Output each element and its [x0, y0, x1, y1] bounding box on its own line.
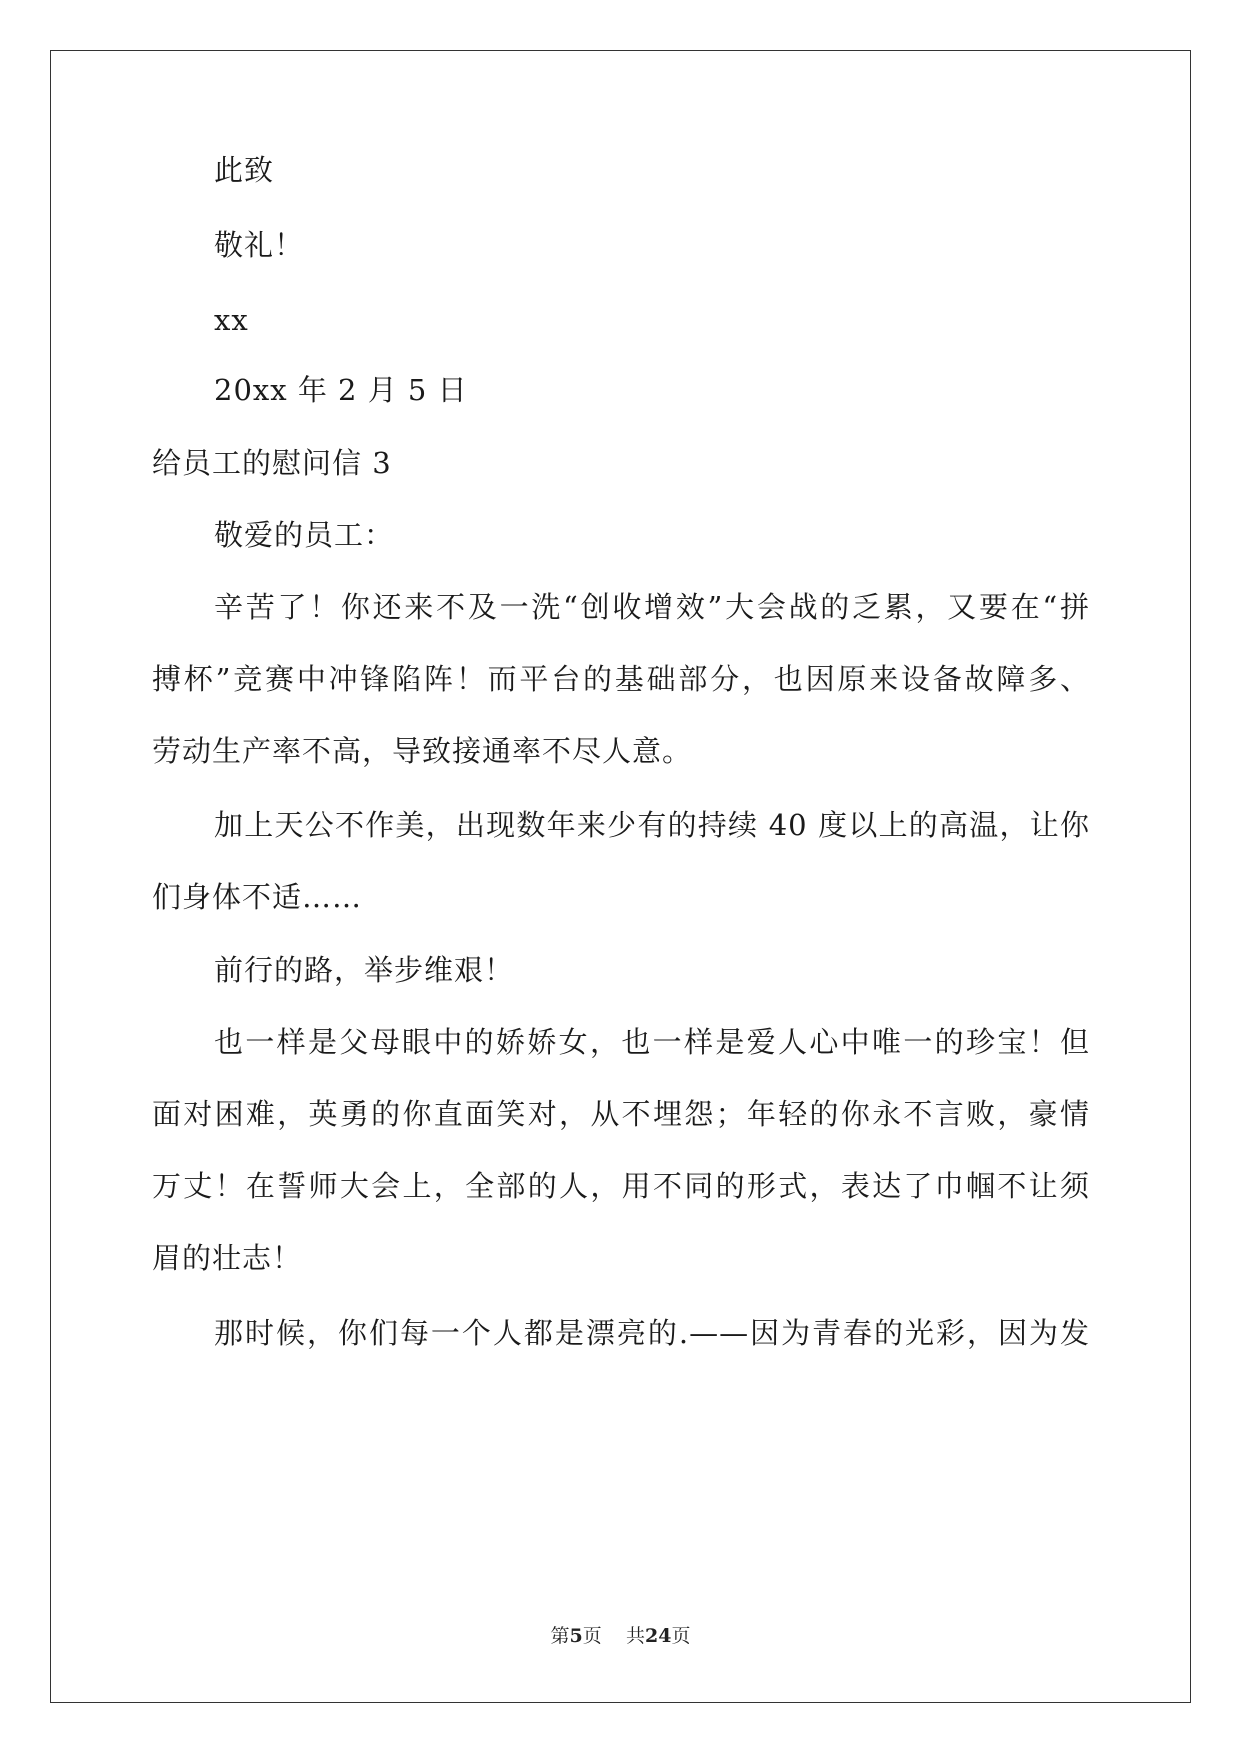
paragraph-line: 劳动生产率不高，导致接通率不尽人意。	[152, 734, 693, 768]
footer-page-suffix: 页	[582, 1625, 602, 1647]
paragraph-line: 们身体不适……	[152, 880, 363, 914]
footer-page-number: 5	[569, 1625, 583, 1647]
page-footer	[0, 1624, 1241, 1648]
paragraph-line: 那时候，你们每一个人都是漂亮的.——因为青春的光彩，因为发	[214, 1316, 1090, 1350]
paragraph-line: 面对困难，英勇的你直面笑对，从不埋怨；年轻的你永不言败，豪情	[152, 1097, 1090, 1131]
paragraph-line: 搏杯”竞赛中冲锋陷阵！而平台的基础部分，也因原来设备故障多、	[152, 662, 1090, 696]
signature-line: xx	[214, 303, 249, 337]
section-title: 给员工的慰问信 3	[152, 446, 392, 480]
footer-prefix: 第	[550, 1625, 570, 1647]
date-line: 20xx 年 2 月 5 日	[214, 373, 468, 407]
paragraph-line: 也一样是父母眼中的娇娇女，也一样是爱人心中唯一的珍宝！但	[214, 1025, 1090, 1059]
paragraph-line: 加上天公不作美，出现数年来少有的持续 40 度以上的高温，让你	[214, 808, 1090, 842]
footer-total-suffix: 页	[671, 1625, 691, 1647]
greeting-line: 敬爱的员工：	[214, 518, 395, 552]
paragraph-line: 前行的路，举步维艰！	[214, 953, 515, 987]
paragraph-line: 万丈！在誓师大会上，全部的人，用不同的形式，表达了巾帼不让须	[152, 1169, 1090, 1203]
paragraph-line: 辛苦了！你还来不及一洗“创收增效”大会战的乏累，又要在“拼	[214, 590, 1090, 624]
footer-total-prefix: 共	[625, 1625, 645, 1647]
footer-total-pages: 24	[644, 1625, 672, 1647]
paragraph-line: 眉的壮志！	[152, 1241, 303, 1275]
salutation-line: 敬礼！	[214, 228, 305, 262]
closing-line: 此致	[214, 153, 275, 187]
